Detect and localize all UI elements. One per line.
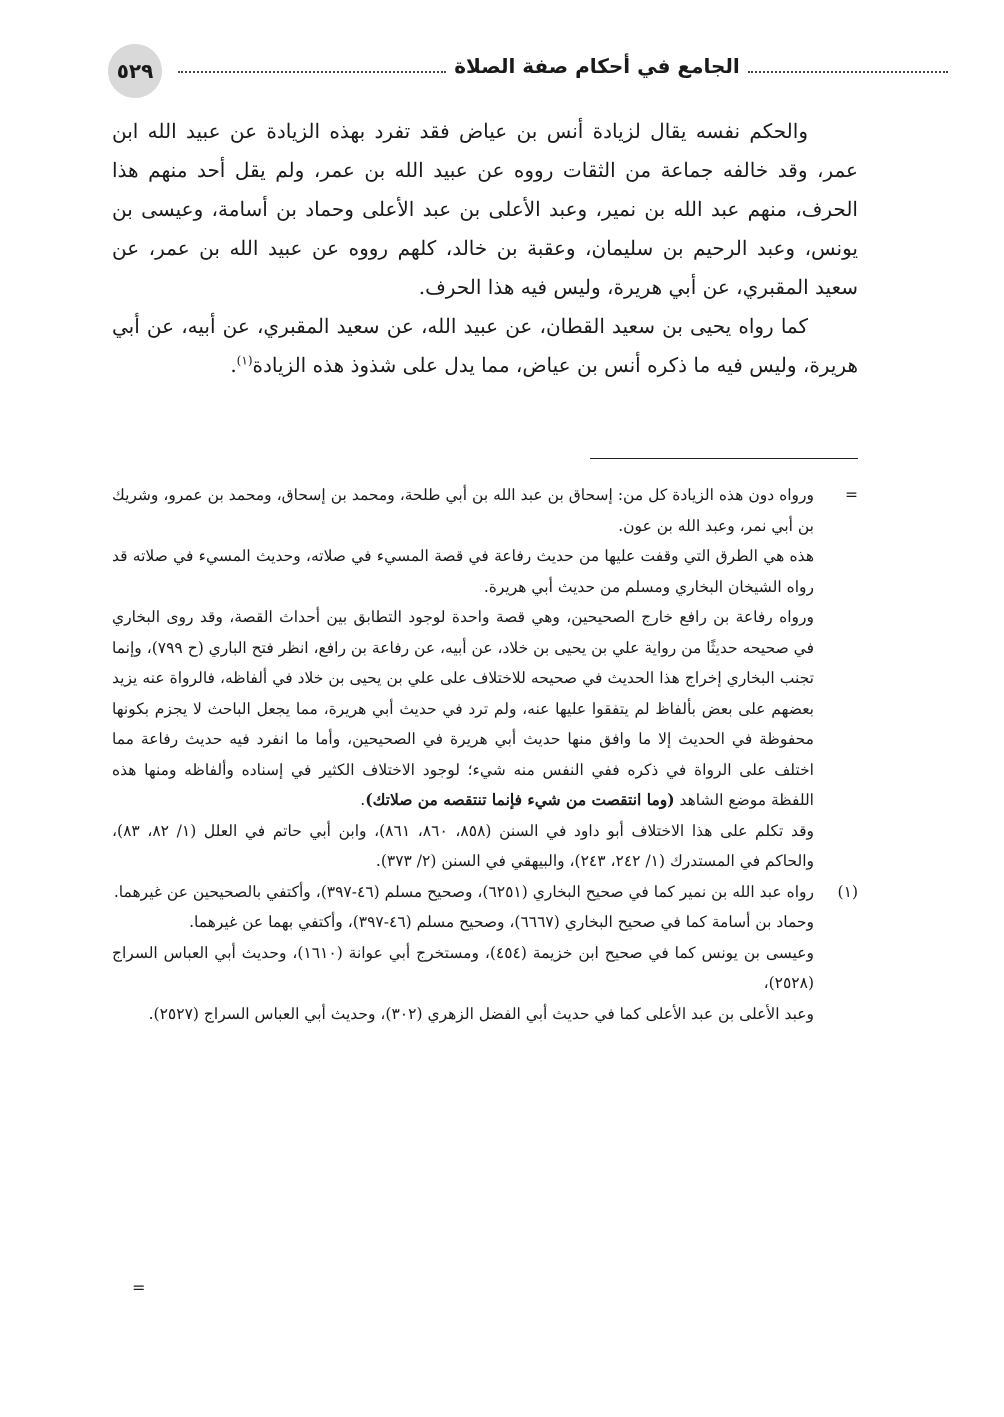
page-number: ٥٢٩ xyxy=(108,44,162,98)
main-text xyxy=(112,112,858,385)
footnote-continuation xyxy=(112,480,858,541)
main-paragraph-2-text: كما رواه يحيى بن سعيد القطان، عن عبيد الله، عن سعيد المقبري، عن أبيه، عن أبي هريرة، وليس فيه ما ذكره أنس بن عياض، مما يدل على شذوذ هذه الزيادة xyxy=(112,314,858,377)
page-continue-marker: = xyxy=(132,1278,146,1297)
main-paragraph-2-end: . xyxy=(230,353,237,377)
footnote-1-marker: (١) xyxy=(837,882,858,901)
continuation-marker: = xyxy=(845,486,858,504)
footnote-reference[interactable]: (١) xyxy=(236,353,253,368)
page-header xyxy=(108,44,844,96)
book-title: الجامع في أحكام صفة الصلاة xyxy=(454,54,740,78)
footnote-paragraph-a: هذه هي الطرق التي وقفت عليها من حديث رفاعة في قصة المسيء في صلاته، وحديث المسيء في صلاته قد رواه الشيخان البخاري ومسلم من حديث أبي هريرة. xyxy=(112,547,814,596)
footnote-paragraph-b xyxy=(112,602,858,816)
footnote-paragraph-b-text: ورواه رفاعة بن رافع خارج الصحيحين، وهي قصة واحدة لوجود التطابق بين أحداث القصة، وقد روى البخاري في صحيحه حديثًا من رواية علي بن يحيى بن خلاد، عن أبيه، عن رفاعة بن رافع، انظر فتح الباري (ح ٧٩٩)، وإنما تجنب البخاري إخراج هذا الحديث في صحيحه للاختلاف على علي بن يحيى بن خلاد في ألفاظه، فالرواة عنه يزيد بعضهم على بعض بألفاظ لم يتفقوا عليها عنه، ولم ترد في حديث أبي هريرة، مما يجعل الباحث لا يجزم بكونها محفوظة في الحديث إلا ما وافق منها حديث أبي هريرة في الصحيحين، وأما ما انفرد فيه حديث رفاعة مما اختلف على الرواة في ذكره ففي النفس منه شيء؛ لوجود الاختلاف الكثير في إسناده وألفاظه ومنها هذه اللفظة موضع الشاهد xyxy=(112,608,814,809)
footnote-paragraph-c: وقد تكلم على هذا الاختلاف أبو داود في السنن (٨٥٨، ٨٦٠، ٨٦١)، وابن أبي حاتم في العلل (١/ ٨٢، ٨٣)، والحاكم في المستدرك (١/ ٢٤٢، ٢٤٣)، والبيهقي في السنن (٢/ ٣٧٣). xyxy=(112,821,814,870)
footnotes xyxy=(112,480,858,1029)
footnote-1 xyxy=(112,877,858,908)
footnote-paragraph-b-end: . xyxy=(360,791,366,809)
footnote-quote: (وما انتقصت من شيء فإنما تنتقصه من صلاتك) xyxy=(365,790,675,809)
footnote-1-paragraph-c: وعيسى بن يونس كما في صحيح ابن خزيمة (٤٥٤)، ومستخرج أبي عوانة (١٦١٠)، وحديث أبي العباس السراج (٢٥٢٨)، xyxy=(112,943,814,992)
footnote-continued-text: ورواه دون هذه الزيادة كل من: إسحاق بن عبد الله بن أبي طلحة، ومحمد بن إسحاق، ومحمد بن عمرو، وشريك بن أبي نمر، وعبد الله بن عون. xyxy=(112,486,814,535)
header-dotted-rule-right xyxy=(748,71,948,73)
footnote-separator xyxy=(590,458,858,459)
footnote-1-text-a: رواه عبد الله بن نمير كما في صحيح البخاري (٦٢٥١)، وصحيح مسلم (٤٦-٣٩٧)، وأكتفي بالصحيحين عن غيرهما. xyxy=(113,882,814,901)
main-paragraph-1: والحكم نفسه يقال لزيادة أنس بن عياض فقد تفرد بهذه الزيادة عن عبيد الله ابن عمر، وقد خالفه جماعة من الثقات رووه عن عبيد الله بن عمر، ولم يقل أحد منهم هذا الحرف، منهم عبد الله بن نمير، وعبد الأعلى بن عبد الأعلى وحماد بن أسامة، وعيسى بن يونس، وعبد الرحيم بن سليمان، وعقبة بن خالد، كلهم رووه عن عبيد الله بن عمر، عن سعيد المقبري، عن أبي هريرة، وليس فيه هذا الحرف. xyxy=(112,119,858,299)
footnote-1-paragraph-b: وحماد بن أسامة كما في صحيح البخاري (٦٦٦٧)، وصحيح مسلم (٤٦-٣٩٧)، وأكتفي بهما عن غيرهما. xyxy=(189,913,814,931)
footnote-1-paragraph-d: وعبد الأعلى بن عبد الأعلى كما في حديث أبي الفضل الزهري (٣٠٢)، وحديث أبي العباس السراج (٢٥٢٧). xyxy=(148,1004,814,1023)
main-paragraph-2 xyxy=(112,307,858,385)
header-dotted-rule-left xyxy=(178,71,446,73)
